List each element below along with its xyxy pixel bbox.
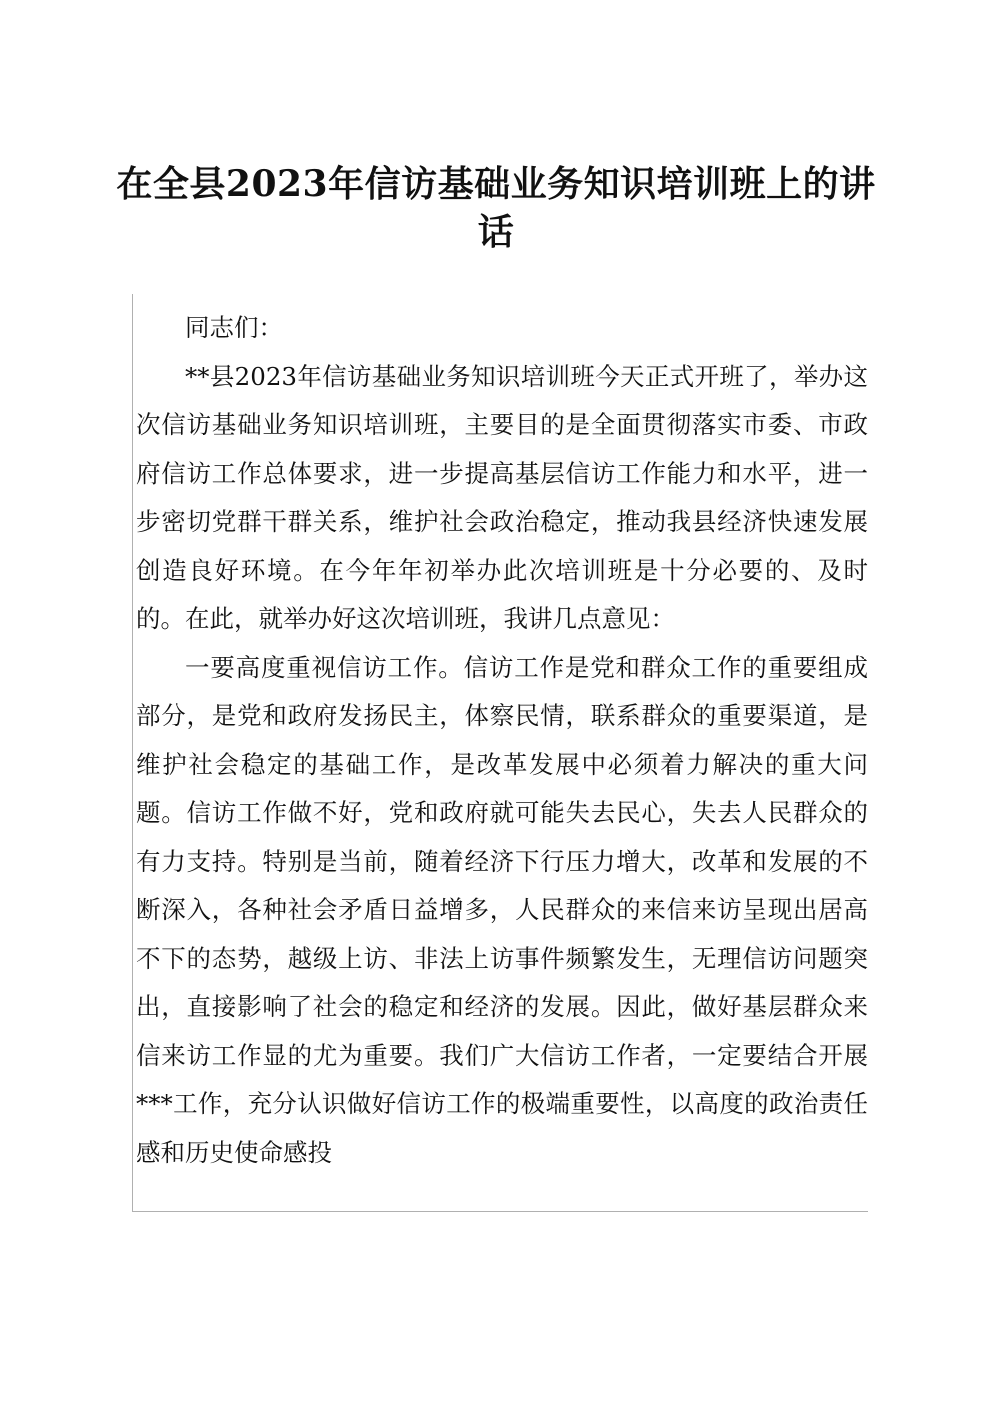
document-body bbox=[136, 304, 868, 1177]
paragraph-point-one: 一要高度重视信访工作。信访工作是党和群众工作的重要组成部分，是党和政府发扬民主，体察民情，联系群众的重要渠道，是维护社会稳定的基础工作，是改革发展中必须着力解决的重大问题。信访工作做不好，党和政府就可能失去民心，失去人民群众的有力支持。特别是当前，随着经济下行压力增大，改革和发展的不断深入，各种社会矛盾日益增多，人民群众的来信来访呈现出居高不下的态势，越级上访、非法上访事件频繁发生，无理信访问题突出，直接影响了社会的稳定和经济的发展。因此，做好基层群众来信来访工作显的尤为重要。我们广大信访工作者，一定要结合开展***工作，充分认识做好信访工作的极端重要性，以高度的政治责任感和历史使命感投 bbox=[136, 652, 868, 1167]
paragraph-opening: **县2023年信访基础业务知识培训班今天正式开班了，举办这次信访基础业务知识培训班，主要目的是全面贯彻落实市委、市政府信访工作总体要求，进一步提高基层信访工作能力和水平，进一步密切党群干群关系，维护社会政治稳定，推动我县经济快速发展创造良好环境。在今年年初举办此次培训班是十分必要的、及时的。在此，就举办好这次培训班，我讲几点意见： bbox=[136, 361, 868, 633]
greeting: 同志们： bbox=[185, 313, 283, 342]
page-title: 在全县2023年信访基础业务知识培训班上的讲话 bbox=[116, 163, 876, 253]
